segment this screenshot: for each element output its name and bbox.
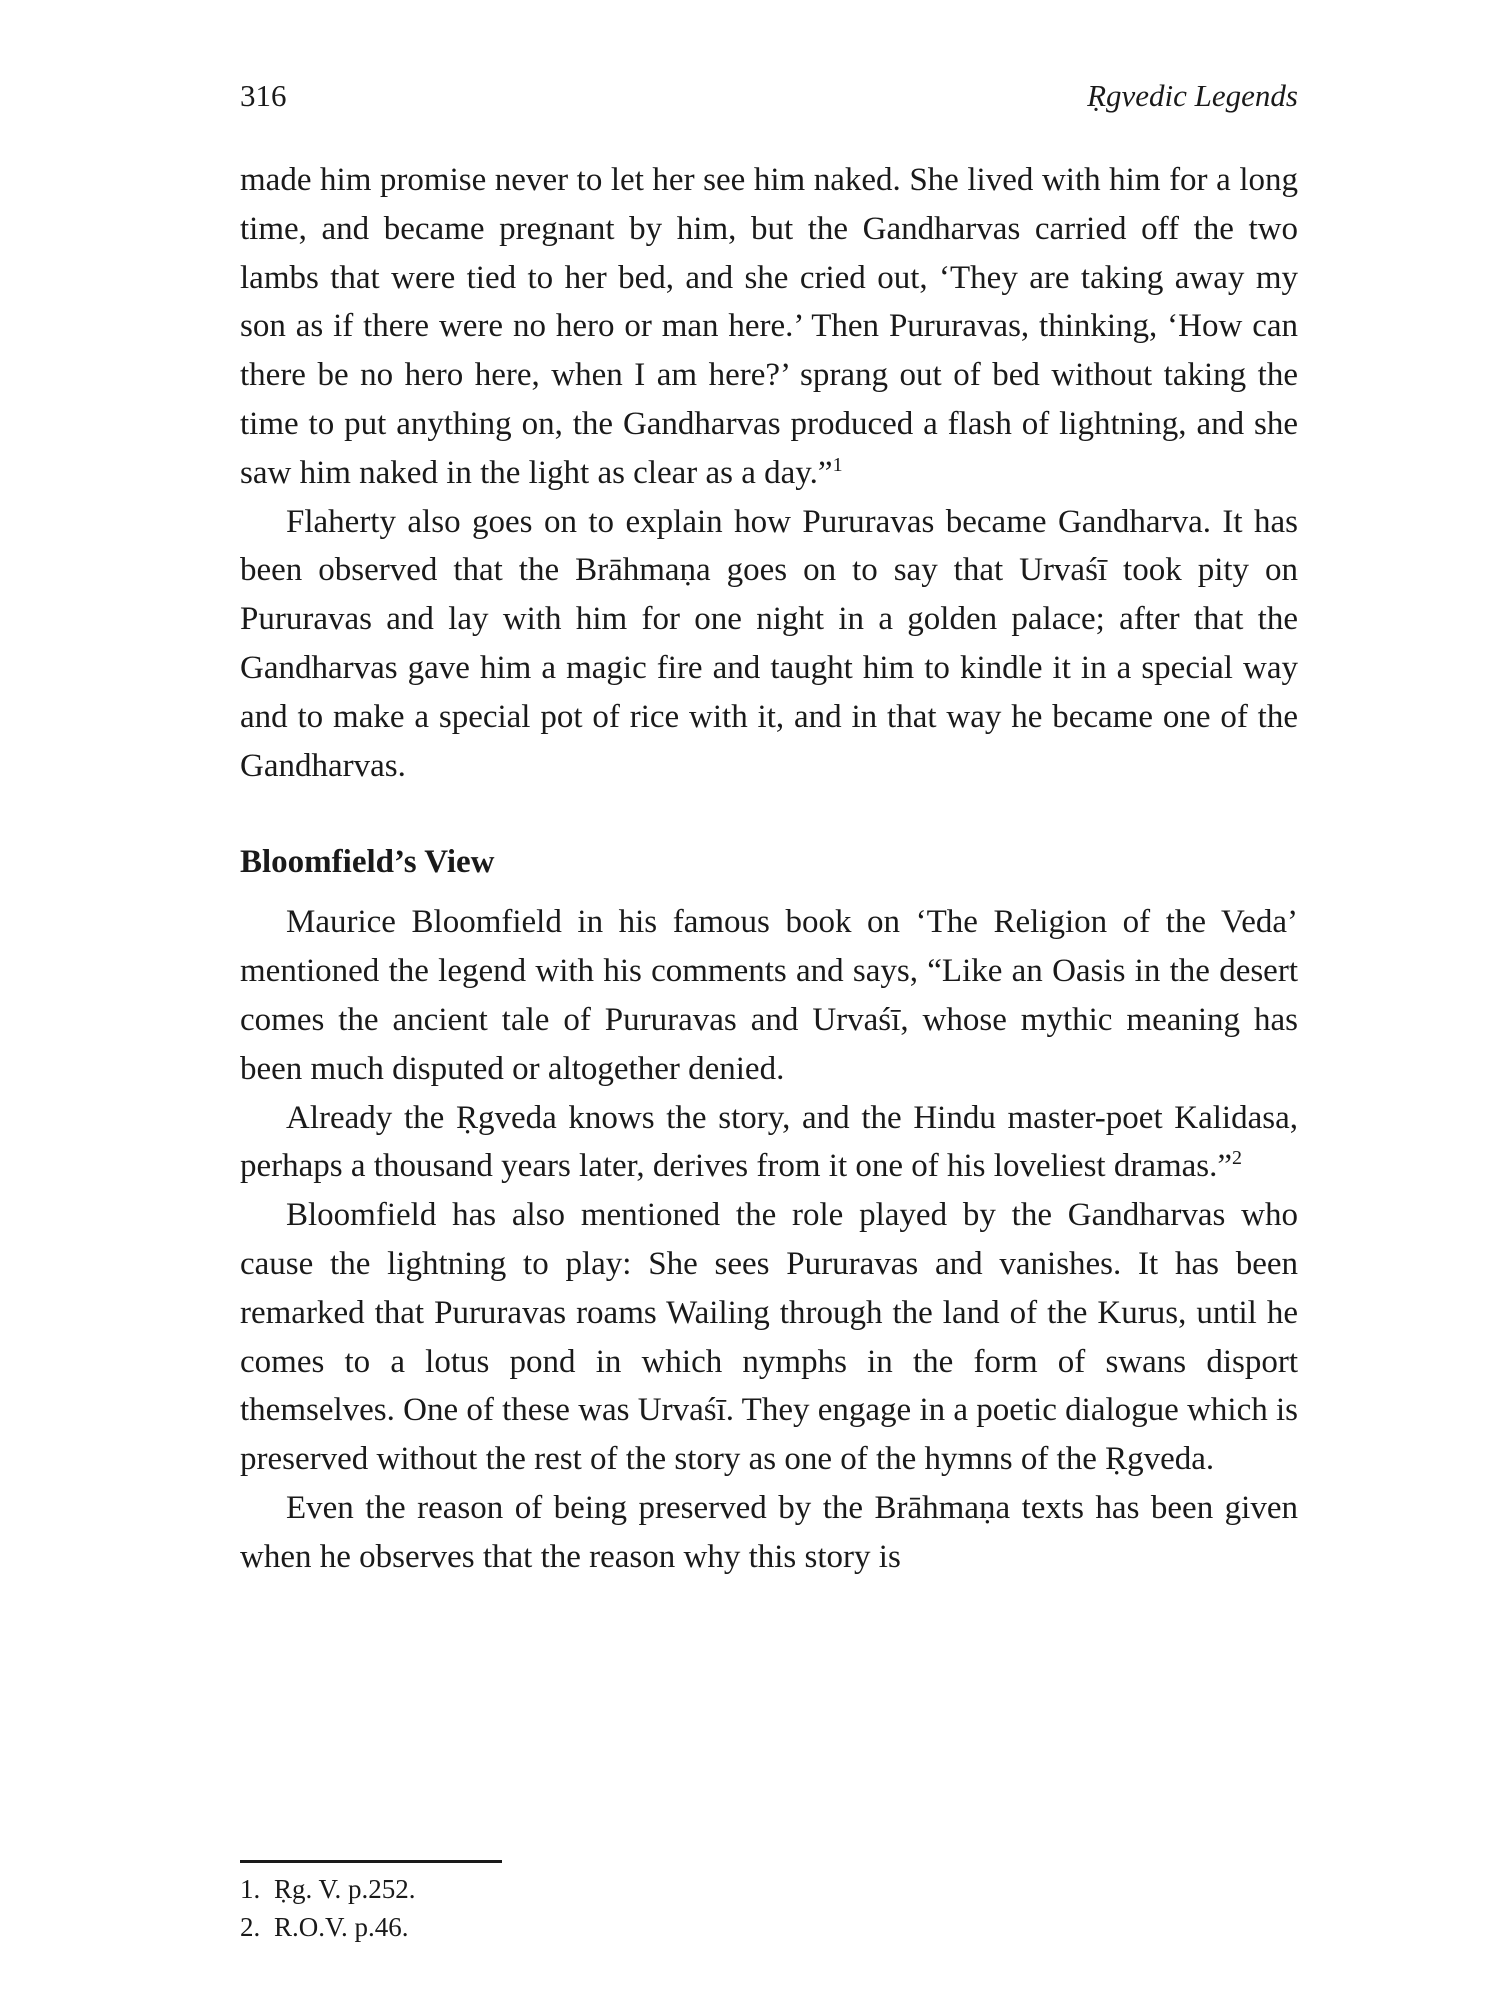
paragraph-bloomfield-intro: Maurice Bloomfield in his famous book on ‘The Religion of the Veda’ mentioned the legend with his comments and says, “Like an Oasis in the desert comes the ancient tale of Pururavas and Urvaśī, whose mythic meaning has been much disputed or altogether denied. <box>240 904 1298 1087</box>
footnote-divider <box>240 1860 502 1863</box>
footnotes <box>240 1870 940 1946</box>
footnote-ref-1: 1 <box>832 453 843 476</box>
paragraph-continuation <box>240 156 1298 498</box>
section-heading: Bloomfield’s View <box>240 844 495 881</box>
paragraph-rgveda-story <box>240 1094 1298 1192</box>
paragraph-1-text: made him promise never to let her see him naked. She lived with him for a long time, and became pregnant by him, but the Gandharvas carried off the two lambs that were tied to her bed, and she cried out, ‘They are taking away my son as if there were no hero or man here.’ Then Pururavas, thinking, ‘How can there be no hero here, when I am here?’ sprang out of bed without taking the time to put anything on, the Gandharvas produced a flash of lightning, and she saw him naked in the light as clear as a day.” <box>240 162 1298 491</box>
paragraph-gandharvas-role: Bloomfield has also mentioned the role played by the Gandharvas who cause the lightning to play: She sees Pururavas and vanishes. It has been remarked that Pururavas roams Wailing through the land of the Kurus, until he comes to a lotus pond in which nymphs in the form of swans disport themselves. One of these was Urvaśī. They engage in a poetic dialogue which is preserved without the rest of the story as one of the hymns of the Ṛgveda. <box>240 1197 1298 1478</box>
page-header <box>240 78 1298 126</box>
body-text <box>240 156 1298 1582</box>
footnote-1 <box>240 1870 940 1908</box>
paragraph-flaherty: Flaherty also goes on to explain how Pururavas became Gandharva. It has been observed that the Brāhmaṇa goes on to say that Urvaśī took pity on Pururavas and lay with him for one night in a golden palace; after that the Gandharvas gave him a magic fire and taught him to kindle it in a special way and to make a special pot of rice with it, and in that way he became one of the Gandharvas. <box>240 503 1298 784</box>
running-title: Ṛgvedic Legends <box>1087 78 1298 113</box>
footnote-text: Ṛg. V. p.252. <box>274 1874 416 1904</box>
footnote-text: R.O.V. p.46. <box>274 1912 409 1942</box>
paragraph-4-text: Already the Ṛgveda knows the story, and the Hindu master-poet Kalidasa, perhaps a thousand years later, derives from it one of his loveliest dramas.” <box>240 1099 1298 1185</box>
footnote-2 <box>240 1908 940 1946</box>
book-page <box>240 78 1298 1582</box>
paragraph-brahmana-reason: Even the reason of being preserved by the Brāhmaṇa texts has been given when he observes that the reason why this story is <box>240 1489 1298 1575</box>
footnote-ref-2: 2 <box>1232 1147 1243 1170</box>
footnote-number: 1. <box>240 1874 261 1904</box>
page-number: 316 <box>240 78 287 113</box>
footnote-number: 2. <box>240 1912 261 1942</box>
